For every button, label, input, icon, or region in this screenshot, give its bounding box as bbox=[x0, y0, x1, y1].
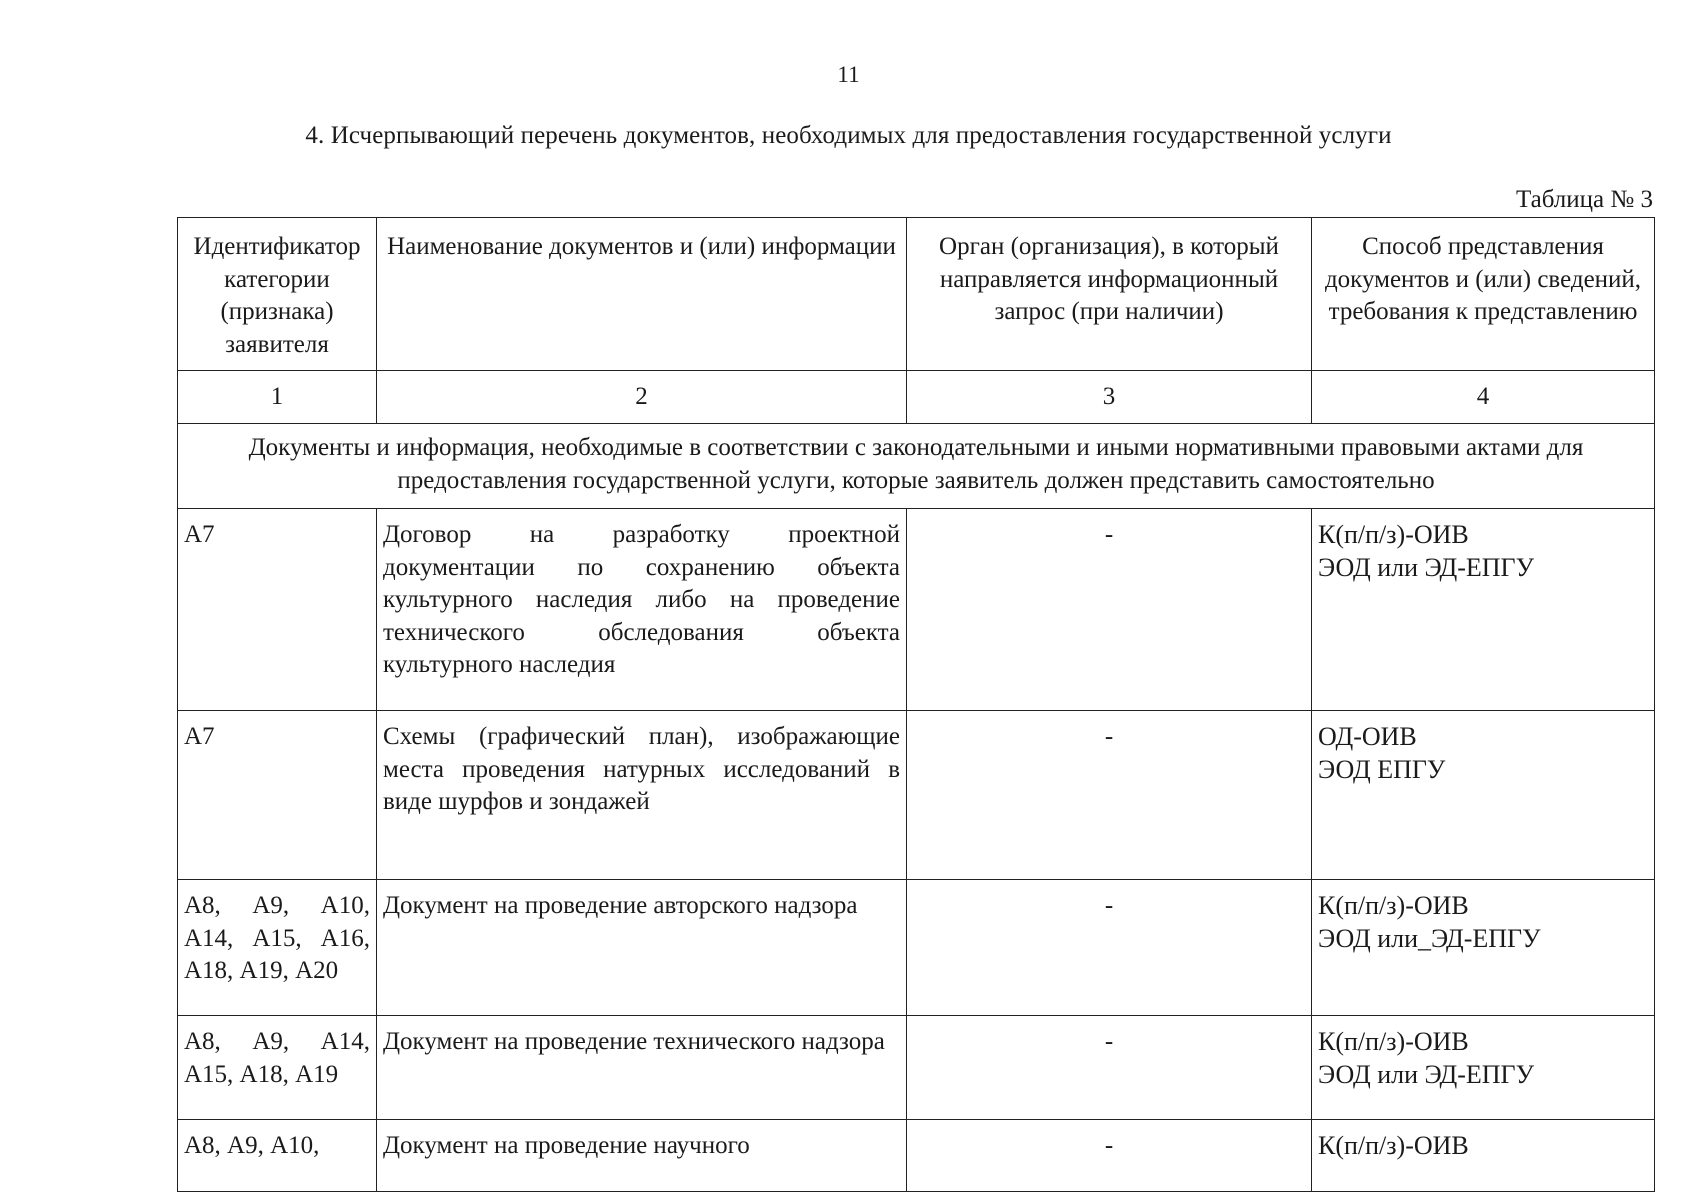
document-name-cell: Схемы (графический план), изображающие места проведения натурных исследований в виде шурфов и зондажей bbox=[377, 711, 907, 880]
document-name-cell: Договор на разработку проектной документации по сохранению объекта культурного наследия либо на проведение технического обследования объекта культурного наследия bbox=[377, 509, 907, 711]
method-line: К(п/п/з)-ОИВ bbox=[1318, 1027, 1469, 1056]
method-line: ЭОД ЕПГУ bbox=[1318, 754, 1446, 784]
table-row bbox=[178, 509, 1655, 711]
table-header-row bbox=[178, 218, 1655, 371]
table-row bbox=[178, 711, 1655, 880]
method-line: ЭОД или_ЭД-ЕПГУ bbox=[1318, 923, 1541, 953]
header-document-name: Наименование документов и (или) информации bbox=[377, 218, 907, 371]
submission-method-cell bbox=[1312, 880, 1655, 1016]
method-line: К(п/п/з)-ОИВ bbox=[1318, 891, 1469, 920]
documents-table bbox=[177, 217, 1655, 1192]
header-request-organ: Орган (организация), в который направляется информационный запрос (при наличии) bbox=[907, 218, 1312, 371]
document-name-cell: Документ на проведение научного bbox=[377, 1120, 907, 1192]
table-row bbox=[178, 1016, 1655, 1120]
request-organ-cell: - bbox=[907, 1120, 1312, 1192]
applicant-id-cell: А8, А9, А10, bbox=[178, 1120, 377, 1192]
section-title: 4. Исчерпывающий перечень документов, необходимых для предоставления государственной услуги bbox=[305, 122, 1392, 149]
request-organ-cell: - bbox=[907, 711, 1312, 880]
column-number: 3 bbox=[907, 371, 1312, 424]
table-subheader: Документы и информация, необходимые в соответствии с законодательными и иными нормативными правовыми актами для предоставления государственной услуги, которые заявитель должен представить самостоятельно bbox=[178, 424, 1655, 509]
method-line: ЭОД или ЭД-ЕПГУ bbox=[1318, 1059, 1534, 1089]
method-line: К(п/п/з)-ОИВ bbox=[1318, 520, 1469, 549]
column-number: 2 bbox=[377, 371, 907, 424]
submission-method-cell bbox=[1312, 1120, 1655, 1192]
applicant-id-cell: А7 bbox=[178, 711, 377, 880]
request-organ-cell: - bbox=[907, 1016, 1312, 1120]
method-line: К(п/п/з)-ОИВ bbox=[1318, 1131, 1469, 1160]
subheader-row bbox=[178, 424, 1655, 509]
applicant-id-cell: А8, А9, А14, А15, А18, А19 bbox=[178, 1016, 377, 1120]
table-caption: Таблица № 3 bbox=[1515, 186, 1653, 213]
submission-method-cell bbox=[1312, 509, 1655, 711]
column-number: 1 bbox=[178, 371, 377, 424]
document-name-cell: Документ на проведение авторского надзора bbox=[377, 880, 907, 1016]
submission-method-cell bbox=[1312, 1016, 1655, 1120]
header-applicant-id: Идентификатор категории (признака) заявителя bbox=[178, 218, 377, 371]
method-line: ОД-ОИВ bbox=[1318, 722, 1417, 751]
request-organ-cell: - bbox=[907, 509, 1312, 711]
table-row bbox=[178, 880, 1655, 1016]
request-organ-cell: - bbox=[907, 880, 1312, 1016]
column-number: 4 bbox=[1312, 371, 1655, 424]
document-name-cell: Документ на проведение технического надзора bbox=[377, 1016, 907, 1120]
table-row bbox=[178, 1120, 1655, 1192]
column-number-row bbox=[178, 371, 1655, 424]
submission-method-cell bbox=[1312, 711, 1655, 880]
header-submission-method: Способ представления документов и (или) сведений, требования к представлению bbox=[1312, 218, 1655, 371]
page-number: 11 bbox=[837, 62, 860, 87]
applicant-id-cell: А8, А9, А10, А14, А15, А16, А18, А19, А20 bbox=[178, 880, 377, 1016]
method-line: ЭОД или ЭД-ЕПГУ bbox=[1318, 552, 1534, 582]
applicant-id-cell: А7 bbox=[178, 509, 377, 711]
